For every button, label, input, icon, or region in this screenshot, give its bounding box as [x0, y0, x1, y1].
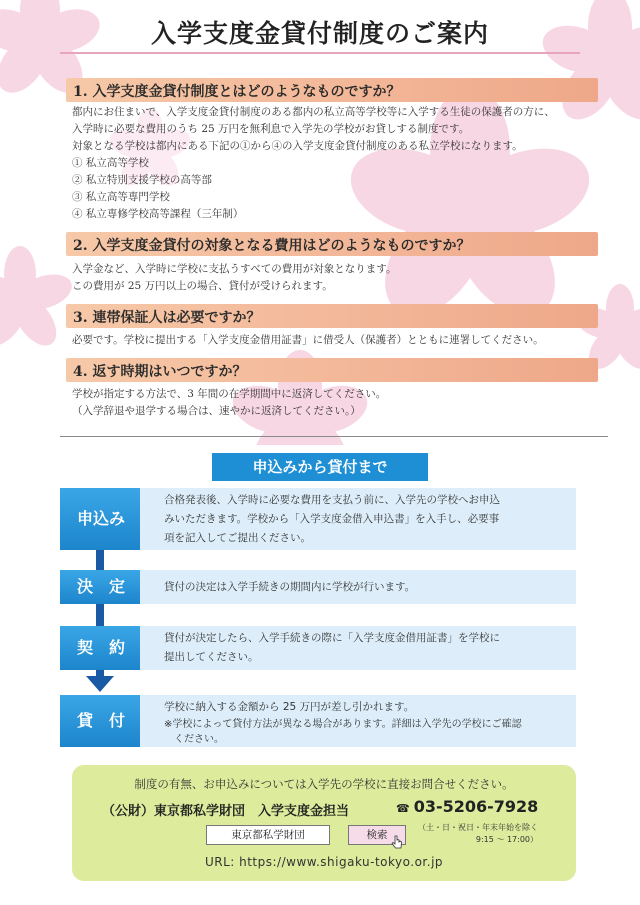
- phone-number: 03-5206-7928: [413, 797, 539, 816]
- step-text-line: 合格発表後、入学時に必要な費用を支払う前に、入学先の学校へお申込: [164, 494, 500, 506]
- step-text-line: 学校に納入する金額から 25 万円が差し引かれます。: [164, 701, 415, 713]
- answer-1: [72, 104, 612, 223]
- answer-line: 学校が指定する方法で、3 年間の在学期間中に返済してください。: [72, 388, 387, 400]
- down-arrow-icon: [86, 676, 114, 692]
- step-note: ※学校によって貸付方法が異なる場合があります。詳細は入学先の学校にご確認: [164, 719, 522, 730]
- step-note: ください。: [164, 734, 224, 745]
- answer-4: [72, 386, 612, 420]
- pointer-cursor-icon: [391, 835, 403, 849]
- step-label-decision: 決 定: [60, 570, 142, 604]
- answer-3: [72, 332, 612, 349]
- question-heading-3: 3. 連帯保証人は必要ですか？: [66, 304, 598, 328]
- search-input[interactable]: 東京都私学財団: [206, 825, 330, 845]
- answer-2: [72, 261, 612, 295]
- school-type-item: ④ 私立専修学校高等課程（三年制）: [72, 208, 244, 220]
- school-type-item: ① 私立高等学校: [72, 157, 149, 169]
- answer-line: 入学金など、入学時に学校に支払うすべての費用が対象となります。: [72, 263, 397, 275]
- hours-line: 9:15 ～ 17:00）: [475, 835, 538, 844]
- hours-line: （土・日・祝日・年末年始を除く: [418, 823, 538, 832]
- title-underline: [60, 52, 580, 54]
- step-box-decision: [140, 570, 576, 604]
- answer-line: 都内にお住まいで、入学支度金貸付制度のある都内の私立高等学校等に入学する生徒の保護者の方に、: [72, 106, 555, 118]
- answer-line: この費用が 25 万円以上の場合、貸付が受けられます。: [72, 280, 333, 292]
- step-text-line: みいただきます。学校から「入学支度金借入申込書」を入手し、必要事: [164, 513, 500, 525]
- step-box-contract: [140, 626, 576, 670]
- step-box-loan: [140, 695, 576, 747]
- school-type-item: ③ 私立高等専門学校: [72, 191, 170, 203]
- contact-inquiry-note: 制度の有無、お申込みについては入学先の学校に直接お問合せください。: [134, 777, 514, 791]
- flow-connector: [96, 603, 104, 627]
- search-button[interactable]: 検索: [348, 825, 406, 845]
- step-label-contract: 契 約: [60, 626, 142, 670]
- contact-box: [72, 765, 576, 881]
- school-type-item: ② 私立特別支援学校の高等部: [72, 174, 212, 186]
- section-divider: [60, 436, 608, 437]
- answer-line: 必要です。学校に提出する「入学支度金借用証書」に借受人（保護者）とともに連署してください。: [72, 334, 544, 346]
- step-text-line: 貸付が決定したら、入学手続きの際に「入学支度金借用証書」を学校に: [164, 632, 500, 644]
- step-text-line: 項を記入してご提出ください。: [164, 532, 311, 544]
- phone-icon: ☎: [396, 802, 410, 815]
- answer-line: 入学時に必要な費用のうち 25 万円を無利息で入学先の学校がお貸しする制度です。: [72, 123, 470, 135]
- step-label-loan: 貸 付: [60, 695, 142, 747]
- contact-organization: （公財）東京都私学財団 入学支度金担当: [102, 804, 350, 819]
- step-text-line: 提出してください。: [164, 651, 259, 663]
- answer-line: （入学辞退や退学する場合は、速やかに返済してください。）: [72, 405, 361, 417]
- question-heading-1: 1. 入学支度金貸付制度とはどのようなものですか？: [66, 78, 598, 102]
- page-title: 入学支度金貸付制度のご案内: [150, 19, 489, 48]
- contact-url: URL: https://www.shigaku-tokyo.or.jp: [204, 855, 444, 869]
- contact-phone: [396, 797, 538, 816]
- answer-line: 対象となる学校は都内にある下記の①から④の入学支度金貸付制度のある私立学校になります。: [72, 140, 523, 152]
- contact-hours: [418, 822, 538, 846]
- step-box-application: [140, 488, 576, 550]
- flow-title: 申込みから貸付まで: [212, 453, 428, 481]
- step-label-application: 申込み: [60, 488, 142, 550]
- step-text-line: 貸付の決定は入学手続きの期間内に学校が行います。: [164, 581, 416, 593]
- question-heading-4: 4. 返す時期はいつですか？: [66, 358, 598, 382]
- question-heading-2: 2. 入学支度金貸付の対象となる費用はどのようなものですか？: [66, 232, 598, 256]
